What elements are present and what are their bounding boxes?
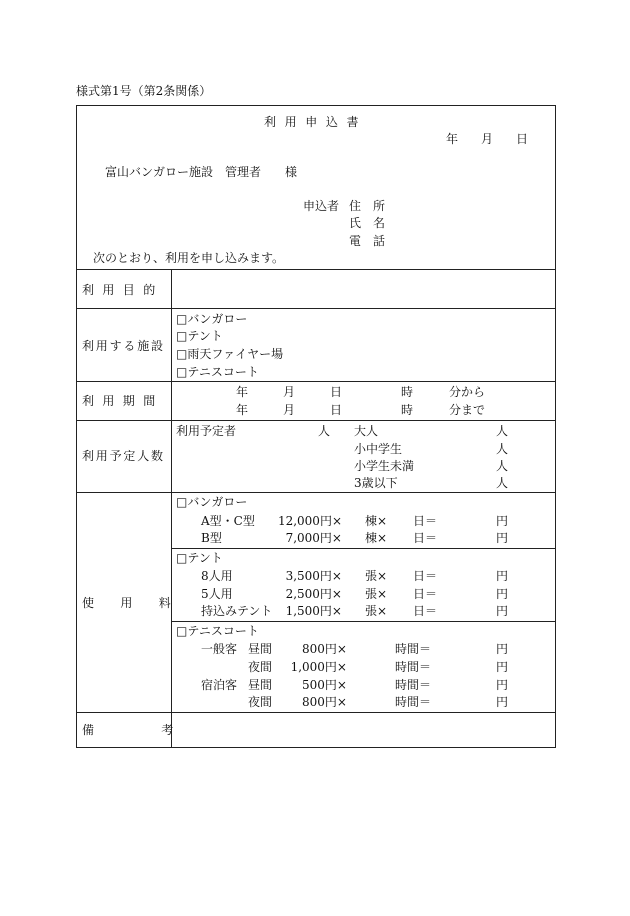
fee-yen: 円	[496, 695, 509, 709]
people-unit: 人	[496, 476, 509, 490]
fee-subdivider	[171, 548, 556, 549]
facility-label: 利用する施設	[82, 339, 165, 353]
row-divider	[76, 381, 556, 382]
fee-days: 日＝	[413, 531, 438, 545]
facility-option-bungalow[interactable]: □バンガロー	[176, 312, 248, 326]
people-unit: 人	[496, 424, 509, 438]
guest-type: 一般客	[201, 642, 238, 656]
application-statement: 次のとおり、利用を申し込みます。	[93, 251, 285, 265]
fee-unit: 棟×	[365, 514, 388, 528]
fee-unit: 張×	[365, 587, 388, 601]
planner-label: 利用予定者	[176, 424, 237, 438]
phone-field-label: 電 話	[349, 234, 386, 248]
people-unit: 人	[496, 459, 509, 473]
people-category: 小中学生	[354, 442, 403, 456]
row-divider	[76, 420, 556, 421]
fee-subdivider	[171, 621, 556, 622]
fee-price: 500円×	[302, 678, 347, 692]
people-category: 3歳以下	[354, 476, 398, 490]
addressee: 富山バンガロー施設 管理者 様	[105, 165, 298, 179]
fee-hours: 時間＝	[395, 695, 432, 709]
people-label: 利用予定人数	[82, 449, 165, 463]
facility-option-tent[interactable]: □テント	[176, 329, 223, 343]
fee-unit: 棟×	[365, 531, 388, 545]
time-slot: 昼間	[248, 642, 273, 656]
guest-type: 宿泊客	[201, 678, 238, 692]
row-divider	[76, 492, 556, 493]
fee-price: 800円×	[302, 695, 347, 709]
date-day-label: 日	[516, 132, 529, 146]
fee-yen: 円	[496, 660, 509, 674]
applicant-label: 申込者	[303, 199, 340, 213]
fee-hours: 時間＝	[395, 678, 432, 692]
fee-price: 800円×	[302, 642, 347, 656]
purpose-label: 利用目的	[82, 283, 164, 297]
period-label: 利用期間	[82, 394, 164, 408]
period-end-day: 日	[330, 403, 343, 417]
time-slot: 夜間	[248, 695, 273, 709]
people-category: 大人	[354, 424, 379, 438]
fee-tent-header[interactable]: □テント	[176, 551, 223, 565]
period-end-year: 年	[236, 403, 249, 417]
fee-days: 日＝	[413, 587, 438, 601]
fee-days: 日＝	[413, 604, 438, 618]
form-title: 利 用 申 込 書	[264, 115, 361, 129]
fee-yen: 円	[496, 678, 509, 692]
fee-type: 8人用	[201, 569, 233, 583]
date-year-label: 年	[446, 132, 459, 146]
name-field-label: 氏 名	[349, 216, 386, 230]
fee-hours: 時間＝	[395, 642, 432, 656]
fee-days: 日＝	[413, 569, 438, 583]
fee-tennis-header[interactable]: □テニスコート	[176, 624, 259, 638]
fee-yen: 円	[496, 604, 509, 618]
remarks-field[interactable]	[172, 713, 555, 747]
form-number-label: 様式第1号（第2条関係）	[76, 84, 212, 98]
planner-unit: 人	[318, 424, 331, 438]
people-category: 小学生未満	[354, 459, 415, 473]
fee-type: 5人用	[201, 587, 233, 601]
fee-unit: 張×	[365, 569, 388, 583]
fee-type: B型	[201, 531, 222, 545]
period-end-minute: 分まで	[449, 403, 486, 417]
remarks-label: 備考	[82, 723, 241, 737]
fee-price: 1,500円×	[285, 604, 342, 618]
fee-yen: 円	[496, 642, 509, 656]
fee-yen: 円	[496, 587, 509, 601]
people-unit: 人	[496, 442, 509, 456]
facility-option-rain-fire-site[interactable]: □雨天ファイヤー場	[176, 347, 284, 361]
period-start-minute: 分から	[449, 385, 486, 399]
fee-days: 日＝	[413, 514, 438, 528]
fee-type: A型・C型	[201, 514, 255, 528]
time-slot: 夜間	[248, 660, 273, 674]
fee-bungalow-header[interactable]: □バンガロー	[176, 495, 248, 509]
time-slot: 昼間	[248, 678, 273, 692]
row-divider	[76, 308, 556, 309]
fee-unit: 張×	[365, 604, 388, 618]
fee-hours: 時間＝	[395, 660, 432, 674]
fee-price: 3,500円×	[285, 569, 342, 583]
period-start-month: 月	[283, 385, 296, 399]
facility-option-tennis-court[interactable]: □テニスコート	[176, 365, 259, 379]
fee-price: 12,000円×	[277, 514, 342, 528]
label-column-divider	[171, 269, 172, 748]
fee-type: 持込みテント	[201, 604, 273, 618]
fee-yen: 円	[496, 531, 509, 545]
period-start-day: 日	[330, 385, 343, 399]
purpose-field[interactable]	[172, 270, 555, 307]
fee-price: 2,500円×	[285, 587, 342, 601]
period-end-month: 月	[283, 403, 296, 417]
period-start-hour: 時	[401, 385, 414, 399]
address-field-label: 住 所	[349, 199, 386, 213]
fee-yen: 円	[496, 569, 509, 583]
fee-yen: 円	[496, 514, 509, 528]
period-start-year: 年	[236, 385, 249, 399]
fees-label: 使用料	[82, 596, 198, 610]
period-end-hour: 時	[401, 403, 414, 417]
fee-price: 7,000円×	[285, 531, 342, 545]
fee-price: 1,000円×	[290, 660, 347, 674]
date-month-label: 月	[481, 132, 494, 146]
